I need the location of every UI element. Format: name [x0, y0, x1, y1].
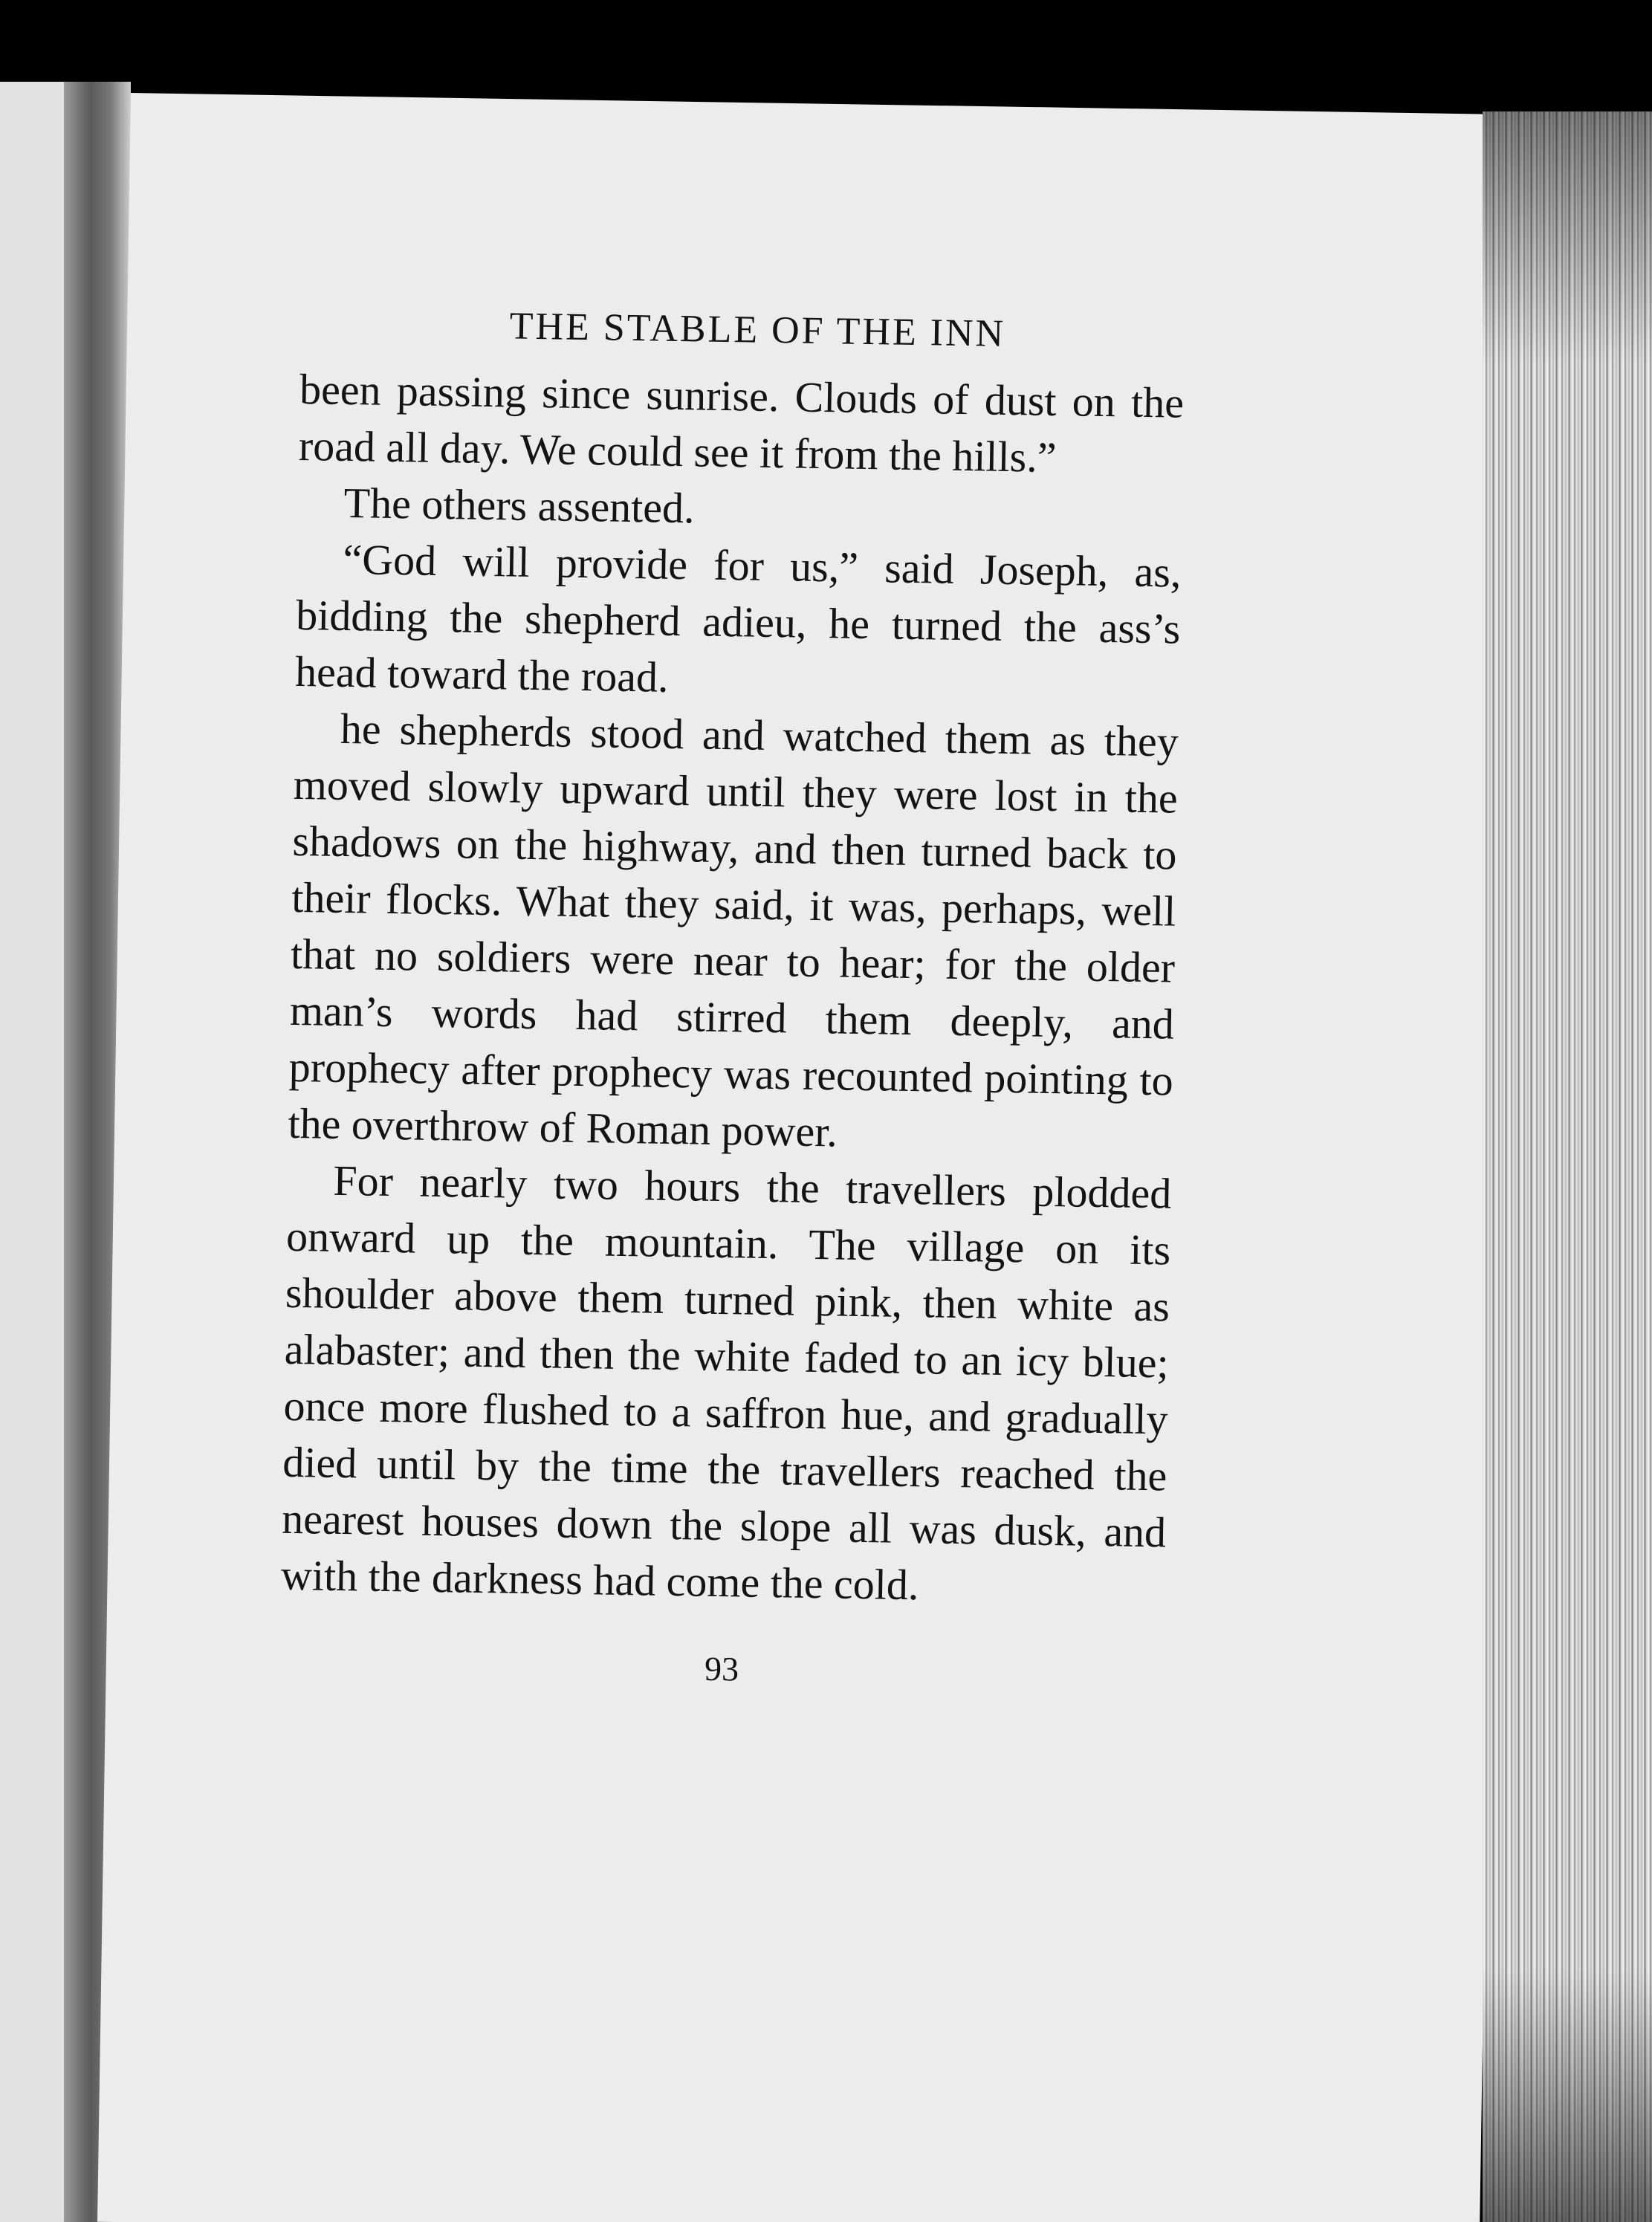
- paragraph: he shepherds stood and watched them as they moved slowly upward until they were lost in the shadows on the highway, and then turned back to their flocks. What they said, it was, perhaps, well that no soldiers were near to hear; for the older man’s words had stirred them deeply, and prophecy after prophecy was recounted pointing to the overthrow of Roman power.: [288, 704, 1179, 1156]
- running-head: THE STABLE OF THE INN: [509, 305, 1006, 355]
- page-text-block: [279, 301, 1185, 1695]
- paragraph: For nearly two hours the travellers plodded onward up the mountain. The village on its shoulder above them turned pink, then white as alabaster; and then the white faded to an icy blue; once more flushed to a saffron hue, and gradually died until by the time the travellers reached the nearest houses down the slope all was dusk, and with the darkness had come the cold.: [280, 1156, 1172, 1610]
- page-number: 93: [704, 1649, 739, 1688]
- page-edges-shadow: [1483, 111, 1652, 2222]
- paragraph: “God will provide for us,” said Joseph, as, bidding the shepherd adieu, he turned the ass’s head toward the road.: [294, 534, 1182, 702]
- paragraph-continued: been passing since sunrise. Clouds of dust on the road all day. We could see it from the hills.”: [298, 364, 1185, 482]
- paragraph: The others assented.: [343, 478, 696, 533]
